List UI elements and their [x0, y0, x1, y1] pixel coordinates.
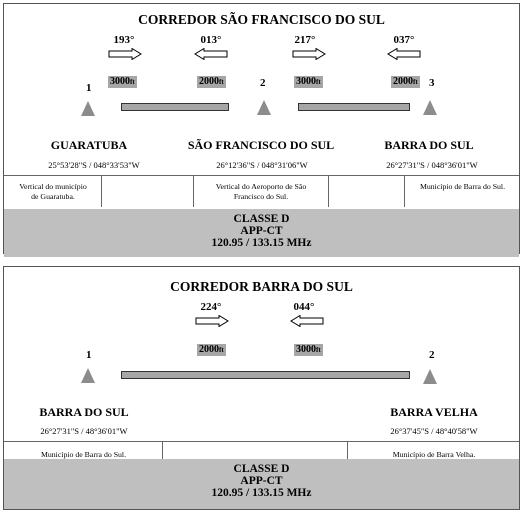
airspace-class-box: CLASSE D APP-CT 120.95 / 133.15 MHz [4, 209, 519, 257]
arrow-right-icon [292, 48, 326, 60]
altitude-label: $2000^{ft}$ [393, 76, 418, 87]
arrow-left-icon [387, 48, 421, 60]
place-name: SÃO FRANCISCO DO SUL [187, 138, 335, 152]
coordinates: 26°12'36"S / 048°31'06"W [216, 160, 308, 170]
heading-label: 224° [200, 301, 222, 313]
arrow-right-icon [108, 48, 142, 60]
waypoint-number: 2 [260, 77, 266, 89]
altitude-label: $3000^{ft}$ [110, 76, 135, 87]
altitude-label: $3000^{ft}$ [296, 344, 321, 355]
arrow-right-icon [195, 315, 229, 327]
place-name: GUARATUBA [50, 138, 128, 152]
coordinates: 26°27'31"S / 48°36'01"W [40, 426, 128, 436]
heading-label: 044° [293, 301, 315, 313]
route-segment [121, 103, 229, 111]
altitude-label: $3000^{ft}$ [296, 76, 321, 87]
route-segment [298, 103, 410, 111]
coordinates: 25°53'28"S / 048°33'53"W [48, 160, 140, 170]
place-description: Município de Barra do Sul. [419, 182, 506, 191]
place-description: Vertical do Aeroporto de São Francisco do Sul. [215, 182, 307, 201]
arrow-left-icon [194, 48, 228, 60]
heading-label: 037° [393, 34, 415, 46]
waypoint-triangle-icon [257, 100, 271, 115]
route-segment [121, 371, 410, 379]
corridor-panel-barra-do-sul [3, 266, 520, 510]
heading-label: 217° [294, 34, 316, 46]
waypoint-number: 2 [429, 349, 435, 361]
airspace-class-box: CLASSE D APP-CT 120.95 / 133.15 MHz [4, 459, 519, 509]
coordinates: 26°37'45"S / 48°40'58"W [390, 426, 478, 436]
divider [193, 175, 194, 207]
waypoint-number: 1 [86, 82, 92, 94]
divider [4, 441, 519, 442]
panel-title: CORREDOR BARRA DO SUL [170, 279, 353, 294]
corridor-panel-sao-francisco [3, 3, 520, 254]
altitude-label: $2000^{ft}$ [199, 344, 224, 355]
divider [404, 175, 405, 207]
heading-label: 013° [200, 34, 222, 46]
waypoint-triangle-icon [81, 368, 95, 383]
waypoint-triangle-icon [423, 369, 437, 384]
waypoint-triangle-icon [81, 101, 95, 116]
coordinates: 26°27'31"S / 048°36'01"W [386, 160, 478, 170]
place-name: BARRA DO SUL [384, 138, 474, 152]
panel-title: CORREDOR SÃO FRANCISCO DO SUL [138, 12, 385, 27]
divider [101, 175, 102, 207]
place-description: Vertical do município de Guaratuba. [19, 182, 87, 201]
arrow-left-icon [290, 315, 324, 327]
place-description: Município de Barra do Sul. [40, 450, 127, 459]
altitude-label: $2000^{ft}$ [199, 76, 224, 87]
waypoint-number: 1 [86, 349, 92, 361]
waypoint-number: 3 [429, 77, 435, 89]
waypoint-triangle-icon [423, 100, 437, 115]
place-name: BARRA VELHA [390, 405, 478, 419]
place-name: BARRA DO SUL [39, 405, 129, 419]
heading-label: 193° [113, 34, 135, 46]
divider [4, 175, 519, 176]
place-description: Município de Barra Velha. [392, 450, 476, 459]
divider [328, 175, 329, 207]
